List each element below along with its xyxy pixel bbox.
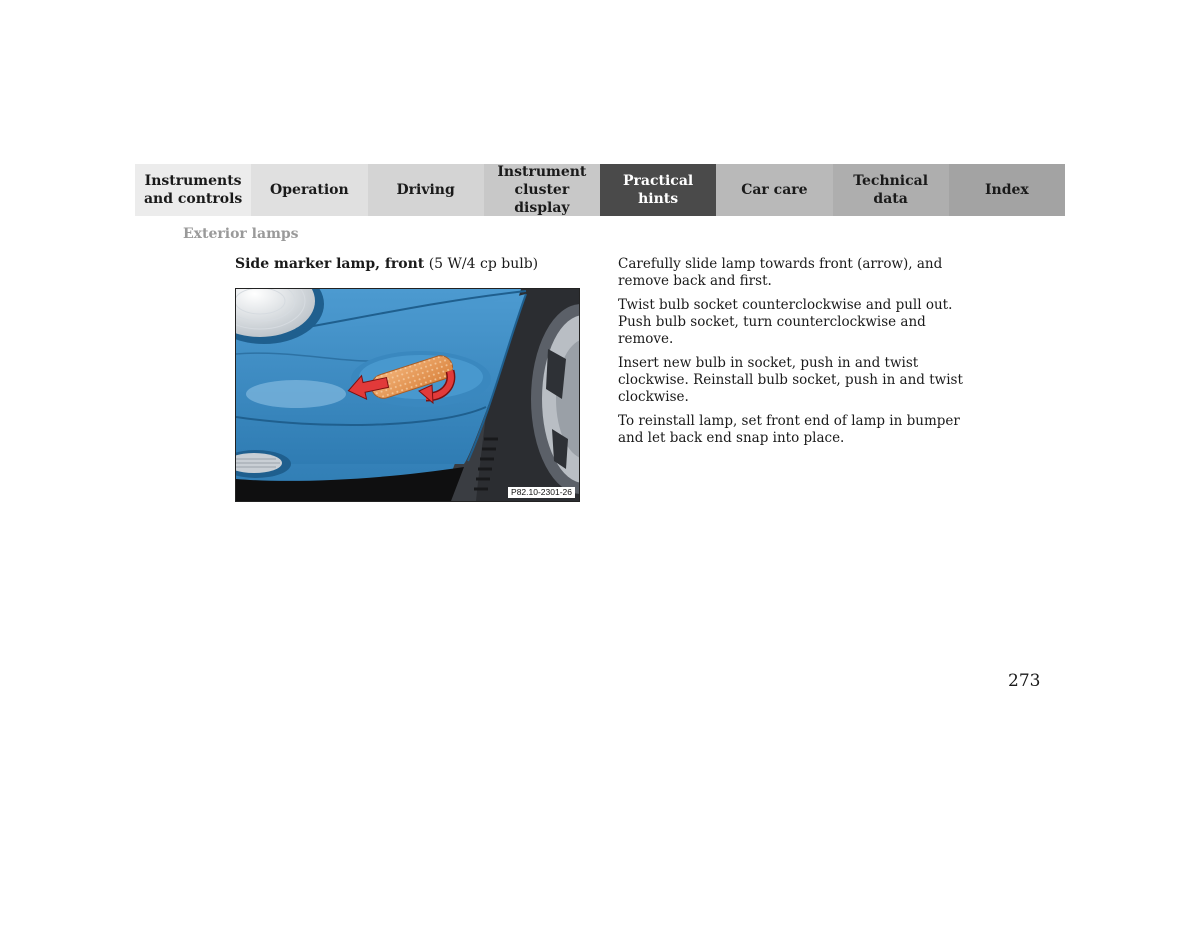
tab-driving[interactable]: Driving <box>368 164 484 216</box>
chapter-tabs <box>135 164 1065 216</box>
figure-code: P82.10-2301-26 <box>508 487 575 498</box>
tab-operation[interactable]: Operation <box>251 164 367 216</box>
section-title: Exterior lamps <box>183 226 299 242</box>
page-number: 273 <box>1008 671 1041 691</box>
tab-instrument-cluster-display[interactable]: Instrument cluster display <box>484 164 600 216</box>
instruction-paragraph: Insert new bulb in socket, push in and twist clockwise. Reinstall bulb socket, push in and twist clockwise. <box>618 355 963 405</box>
tab-car-care[interactable]: Car care <box>716 164 832 216</box>
tab-index[interactable]: Index <box>949 164 1065 216</box>
instructions <box>618 256 978 454</box>
subheading-bold: Side marker lamp, front <box>235 256 425 272</box>
instruction-paragraph: Twist bulb socket counterclockwise and pull out. Push bulb socket, turn counterclockwise and remove. <box>618 297 953 347</box>
instruction-paragraph: To reinstall lamp, set front end of lamp in bumper and let back end snap into place. <box>618 413 960 446</box>
tab-technical-data[interactable]: Technical data <box>833 164 949 216</box>
side-marker-lamp-illustration <box>235 288 580 502</box>
car-illustration <box>236 289 579 501</box>
tab-instruments-and-controls[interactable]: Instruments and controls <box>135 164 251 216</box>
subheading-normal: (5 W/4 cp bulb) <box>428 256 539 272</box>
instruction-paragraph: Carefully slide lamp towards front (arrow), and remove back and first. <box>618 256 943 289</box>
tab-practical-hints[interactable]: Practical hints <box>600 164 716 216</box>
subheading <box>235 256 538 272</box>
